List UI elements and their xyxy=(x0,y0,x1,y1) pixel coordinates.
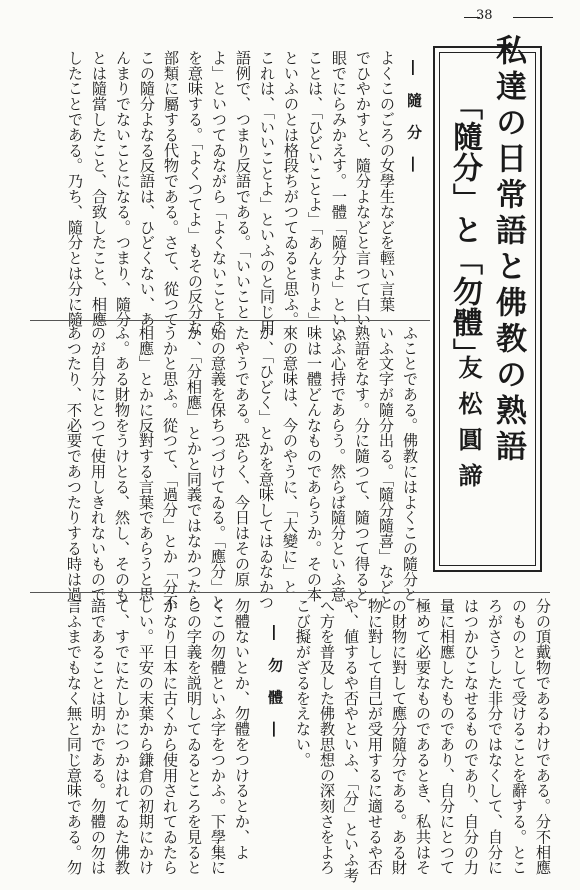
text-column: 極めて必要なものであるとき、私共はそ xyxy=(414,598,432,876)
text-column: 量に相應したものであり、自分にとつて xyxy=(438,598,456,876)
text-column: この隨分よなる反語は、ひどくない、あ xyxy=(138,50,156,328)
text-column: といふのとは格段ちがつてゐると思ふ。 xyxy=(282,50,300,328)
article-subtitle: 「隨分」と「勿體」 xyxy=(447,90,482,369)
section-heading-mottai: ― 勿 體 ― xyxy=(266,625,284,743)
text-column: 勿體ないとか、勿體をつけるとか、よ xyxy=(233,598,251,860)
text-column: はつかひこなせるものであり、自分の力 xyxy=(462,598,480,876)
text-column: のが自分にとつて使用しきれないもので xyxy=(89,325,107,603)
text-column: や、値するや否やといふ、「分」といふ考 xyxy=(342,598,360,883)
block-divider xyxy=(30,592,550,593)
block-divider xyxy=(30,320,430,321)
text-column: 語であることは明かである。勿體の勿は xyxy=(89,598,107,876)
text-column: あつたり、不必要であつたりする時は過 xyxy=(65,325,83,603)
text-column: 熟語をなす。分に隨つて、隨つて得ると xyxy=(353,325,371,603)
text-column: したことである。乃ち、隨分とは分に隨 xyxy=(66,50,84,328)
text-column: て、すでにたしかにつかはれてゐた佛教 xyxy=(113,598,131,876)
text-column: か、「ひどく」とかを意味してはゐなかつ xyxy=(257,325,275,610)
text-column: を意味する。「よくつてよ」もその反分な xyxy=(186,50,204,335)
text-column: 來の意味は、今のやうに、「大變に」と xyxy=(281,325,299,595)
text-column: ふことである。佛教にはよくこの隨分と xyxy=(401,325,419,603)
text-column: いふ文字が隨分出る。「隨分隨喜」などと xyxy=(377,325,395,610)
text-column: かなり日本に古くから使用されてゐたら xyxy=(161,598,179,876)
text-column: ことは、「ひどいことよ」「あんまりよ」 xyxy=(306,50,324,328)
text-column: でひやかすと、隨分よなどと言つて白い xyxy=(354,50,372,328)
text-column: とは隨當したこと、合致したこと、相應 xyxy=(90,50,108,328)
header-rule-left xyxy=(464,17,480,18)
text-column: ふ。ある財物をうけとる、然し、そのも xyxy=(113,325,131,603)
text-column: か、「分相應」とかと同義ではなかつたら xyxy=(185,325,203,610)
text-column: 眼でにらみかえす。一體「隨分よ」といふ xyxy=(330,50,348,343)
text-column: へ方を普及した佛教思想の深刻さをよろ xyxy=(318,598,336,876)
text-column: いふ心持であらう。然らば隨分といふ意 xyxy=(329,325,347,603)
text-column: の財物に對して應分隨分である。ある財 xyxy=(390,598,408,876)
text-column: 相應」とかに反對する言葉であらうと思 xyxy=(137,325,155,603)
text-column: こび擬がざるをえない。 xyxy=(294,598,312,768)
text-column: この字義を説明してゐるところを見ると xyxy=(185,598,203,876)
text-column: 始の意義を保ちつづけてゐる。「應分」と xyxy=(209,325,227,610)
text-column: たやうである。恐らく、今日はその原 xyxy=(233,325,251,587)
text-column: うかと思ふ。從つて、「過分」とか「分不 xyxy=(161,325,179,610)
text-column: 分の頂戴物であるわけである。分不相應 xyxy=(534,598,552,876)
text-column: よ」といつてゐながら「よくないことよ」 xyxy=(210,50,228,343)
text-column: 部類に屬する代物である。さて、從つて xyxy=(162,50,180,328)
article-title: 私達の日常語と佛教の熟語 xyxy=(490,34,526,466)
article-author: 友松圓諦 xyxy=(454,355,483,499)
text-column: 物に對して自己が受用するに適せるや否 xyxy=(366,598,384,876)
text-column: よくこのごろの女學生などを輕い言葉 xyxy=(378,50,396,312)
text-column: のものとして受けることを辭する。とこ xyxy=(510,598,528,876)
text-column: これは、「いいことよ」といふのと同じ用 xyxy=(258,50,276,335)
text-column: んまりでないことになる。つまり、隨分 xyxy=(114,50,132,328)
text-column: 言ふまでもなく無と同じ意味である。勿 xyxy=(65,598,83,876)
section-heading-zuibun: ― 隨 分 ― xyxy=(405,60,423,178)
header-rule-right xyxy=(513,17,553,18)
text-column: ろがさうした非分ではなくして、自分に xyxy=(486,598,504,876)
page-number: 38 xyxy=(476,8,493,23)
text-column: しい。平安の末葉から鎌倉の初期にかけ xyxy=(137,598,155,876)
text-column: 味は一體どんなものであらうか。その本 xyxy=(305,325,323,603)
text-column: 語例で、つまり反語である。「いいこと xyxy=(234,50,252,320)
text-column: くこの勿體といふ字をつかふ。下學集に xyxy=(209,598,227,876)
